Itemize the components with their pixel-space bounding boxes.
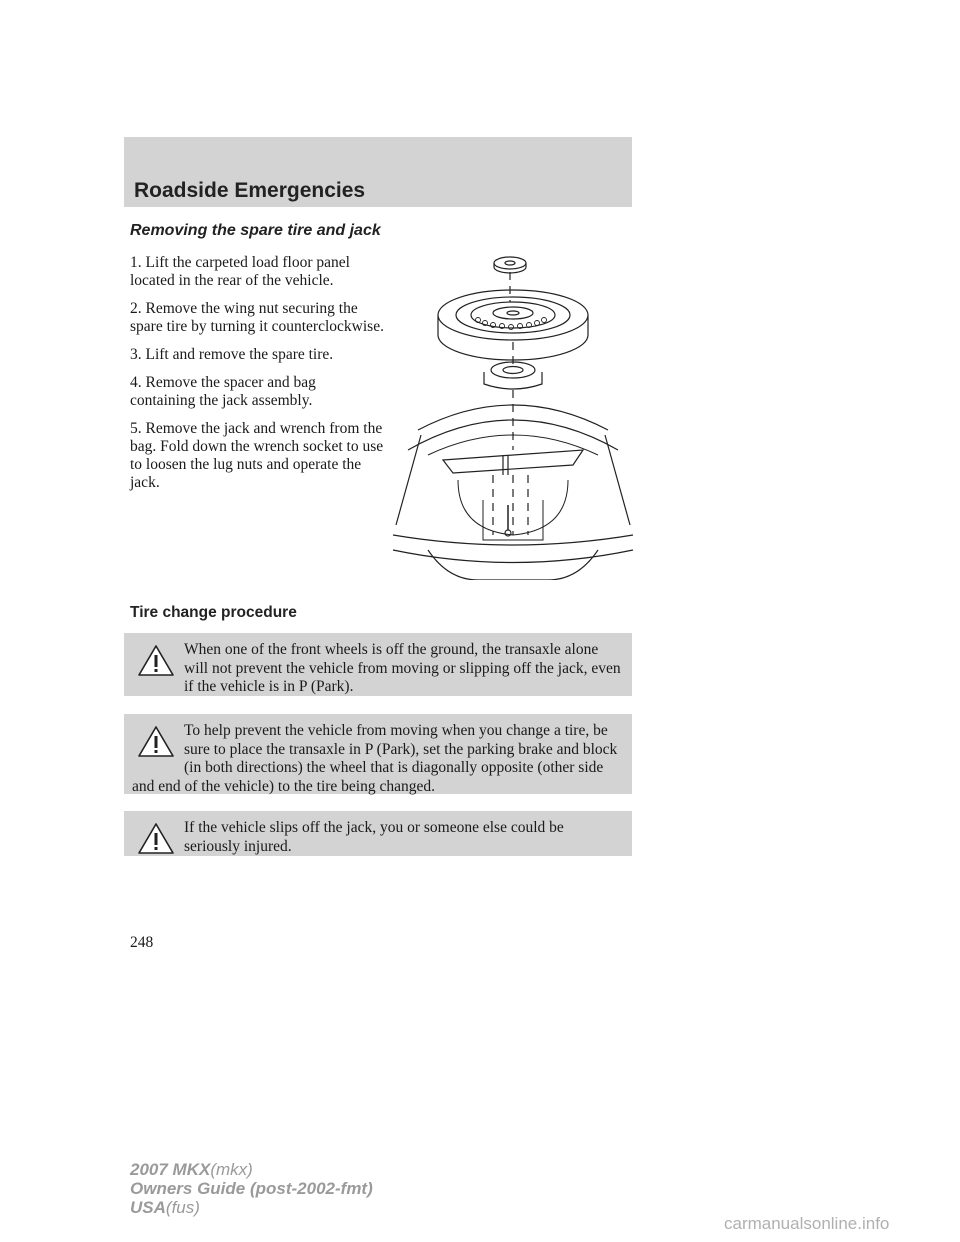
document-footer [130, 1160, 373, 1217]
section-header [124, 137, 632, 207]
section-title: Removing the spare tire and jack [130, 222, 381, 239]
page-number: 248 [130, 934, 154, 951]
step-item: 1. Lift the carpeted load floor panel located in the rear of the vehicle. [130, 254, 350, 289]
warning-text: If the vehicle slips off the jack, you or someone else could be seriously injured. [184, 819, 564, 855]
warning-box [124, 633, 632, 696]
spare-tire-illustration [388, 250, 638, 580]
warning-text: To help prevent the vehicle from moving when you change a tire, be sure to place the transaxle in P (Park), set the parking brake and block (in both directions) the wheel that is diagonally opposite (other side and end of the vehicle) to the tire being changed. [132, 722, 618, 795]
watermark: carmanualsonline.info [724, 1214, 890, 1233]
header-title: Roadside Emergencies [134, 179, 366, 202]
wing-nut-icon [494, 257, 526, 273]
footer-market-code: (fus) [165, 1198, 200, 1217]
procedure-title: Tire change procedure [130, 604, 297, 621]
warning-box [124, 714, 632, 794]
step-item: 3. Lift and remove the spare tire. [130, 346, 334, 363]
warning-icon [136, 724, 176, 760]
warning-box [124, 811, 632, 856]
warning-text: When one of the front wheels is off the ground, the transaxle alone will not prevent the vehicle from moving or slipping off the jack, even if the vehicle is in P (Park). [184, 641, 621, 695]
footer-model: 2007 MKX [130, 1160, 211, 1179]
warning-icon [136, 821, 176, 857]
footer-model-code: (mkx) [210, 1160, 253, 1179]
warning-icon [136, 643, 176, 679]
steps-list [130, 254, 385, 502]
step-item: 4. Remove the spacer and bag containing the jack assembly. [130, 374, 316, 409]
spacer-icon [484, 362, 542, 389]
step-item: 2. Remove the wing nut securing the spare tire by turning it counterclockwise. [130, 300, 384, 335]
step-item: 5. Remove the jack and wrench from the bag. Fold down the wrench socket to use to loosen the lug nuts and operate the jack. [130, 420, 384, 491]
footer-market: USA [130, 1198, 166, 1217]
footer-guide: Owners Guide (post-2002-fmt) [130, 1179, 373, 1198]
